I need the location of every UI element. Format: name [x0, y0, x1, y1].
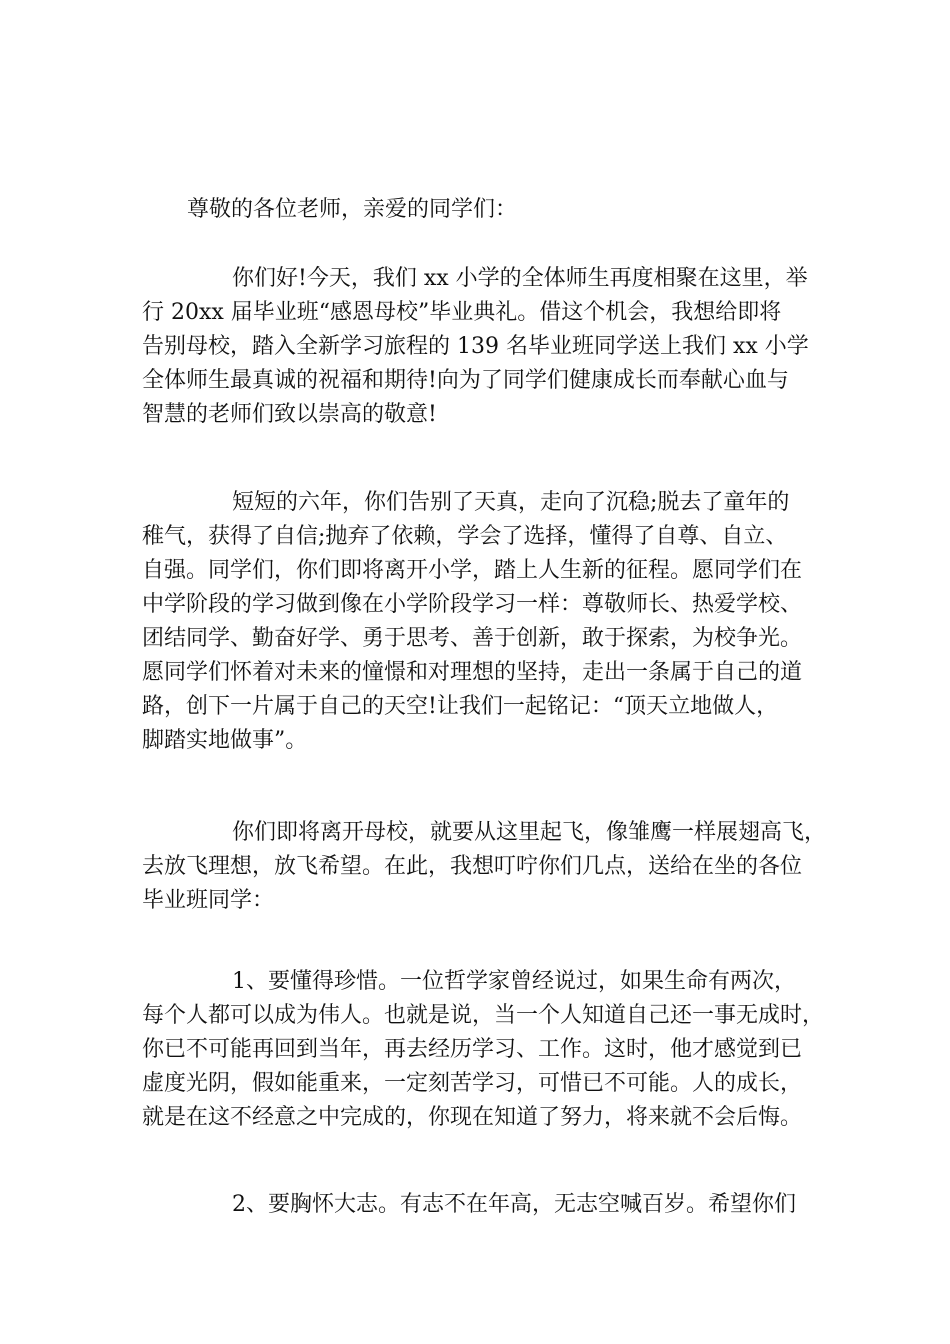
paragraph-line: 去放飞理想，放飞希望。在此，我想叮咛你们几点，送给在坐的各位	[142, 854, 803, 879]
paragraph-line: 智慧的老师们致以崇高的敬意!	[142, 402, 437, 427]
paragraph-line: 路，创下一片属于自己的天空!让我们一起铭记：“顶天立地做人，	[142, 694, 779, 719]
paragraph-line: 告别母校，踏入全新学习旅程的 139 名毕业班同学送上我们 xx 小学	[142, 334, 809, 359]
paragraph-line: 愿同学们怀着对未来的憧憬和对理想的坚持，走出一条属于自己的道	[142, 660, 803, 685]
paragraph-line: 你们即将离开母校，就要从这里起飞，像雏鹰一样展翅高飞，	[232, 820, 827, 845]
paragraph-line: 你们好!今天，我们 xx 小学的全体师生再度相聚在这里，举	[232, 266, 808, 291]
paragraph-greeting	[142, 262, 822, 432]
paragraph-line: 虚度光阴，假如能重来，一定刻苦学习，可惜已不可能。人的成长，	[142, 1071, 803, 1096]
paragraph-line: 脚踏实地做事”。	[142, 728, 308, 753]
paragraph-line: 全体师生最真诚的祝福和期待!向为了同学们健康成长而奉献心血与	[142, 368, 789, 393]
paragraph-line: 自强。同学们，你们即将离开小学，踏上人生新的征程。愿同学们在	[142, 558, 803, 583]
paragraph-six-years	[142, 486, 822, 758]
paragraph-farewell	[142, 816, 827, 918]
paragraph-line: 就是在这不经意之中完成的，你现在知道了努力，将来就不会后悔。	[142, 1105, 803, 1130]
paragraph-line: 1、要懂得珍惜。一位哲学家曾经说过，如果生命有两次，	[232, 969, 796, 994]
paragraph-line: 2、要胸怀大志。有志不在年高，无志空喊百岁。希望你们	[232, 1192, 796, 1217]
paragraph-line: 稚气，获得了自信;抛弃了依赖，学会了选择，懂得了自尊、自立、	[142, 524, 788, 549]
salutation: 尊敬的各位老师，亲爱的同学们：	[187, 197, 518, 222]
paragraph-line: 团结同学、勤奋好学、勇于思考、善于创新，敢于探索，为校争光。	[142, 626, 803, 651]
paragraph-line: 中学阶段的学习做到像在小学阶段学习一样：尊敬师长、热爱学校、	[142, 592, 803, 617]
paragraph-line: 每个人都可以成为伟人。也就是说，当一个人知道自己还一事无成时，	[142, 1003, 825, 1028]
paragraph-point-2	[142, 1188, 822, 1222]
paragraph-line: 行 20xx 届毕业班“感恩母校”毕业典礼。借这个机会，我想给即将	[142, 300, 782, 325]
paragraph-point-1	[142, 965, 825, 1135]
paragraph-line: 短短的六年，你们告别了天真，走向了沉稳;脱去了童年的	[232, 490, 790, 515]
paragraph-line: 毕业班同学：	[142, 888, 275, 913]
paragraph-line: 你已不可能再回到当年，再去经历学习、工作。这时，他才感觉到已	[142, 1037, 803, 1062]
